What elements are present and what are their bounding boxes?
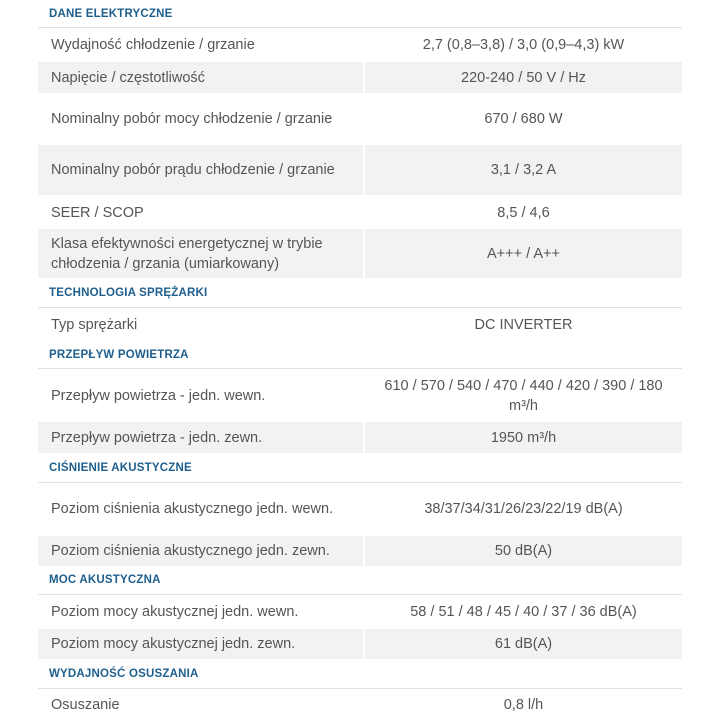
row-value: 58 / 51 / 48 / 45 / 40 / 37 / 36 dB(A): [410, 604, 637, 620]
table-row: [38, 369, 682, 422]
row-value: 610 / 570 / 540 / 470 / 440 / 420 / 390 / 180 m³/h: [384, 377, 663, 414]
row-value: 1950 m³/h: [365, 422, 682, 453]
row-label: Przepływ powietrza - jedn. wewn.: [51, 387, 266, 404]
table-row: [38, 483, 682, 535]
section-title: MOC AKUSTYCZNA: [38, 566, 682, 595]
table-row: [38, 629, 682, 659]
row-value: 3,1 / 3,2 A: [365, 145, 682, 195]
section-title: DANE ELEKTRYCZNE: [38, 0, 682, 28]
row-value: 670 / 680 W: [484, 110, 563, 127]
section-title: WYDAJNOŚĆ OSUSZANIA: [38, 659, 682, 689]
row-label: Wydajność chłodzenie / grzanie: [51, 37, 255, 53]
table-row: [38, 689, 682, 720]
row-label: Nominalny pobór prądu chłodzenie / grzanie: [38, 145, 363, 195]
table-row: [38, 62, 682, 93]
row-label: Klasa efektywności energetycznej w trybie chłodzenia / grzania (umiarkowany): [38, 229, 363, 278]
section-title: PRZEPŁYW POWIETRZA: [38, 342, 682, 369]
row-label: Typ sprężarki: [51, 317, 138, 333]
table-row: [38, 229, 682, 278]
row-value: 50 dB(A): [365, 536, 682, 566]
row-value: 220-240 / 50 V / Hz: [365, 62, 682, 93]
row-label: Napięcie / częstotliwość: [38, 62, 363, 93]
table-row: [38, 28, 682, 62]
section-title: TECHNOLOGIA SPRĘŻARKI: [38, 278, 682, 308]
table-row: [38, 536, 682, 566]
row-label: Osuszanie: [51, 696, 120, 713]
row-label: Poziom mocy akustycznej jedn. wewn.: [51, 604, 299, 620]
row-value: 38/37/34/31/26/23/22/19 dB(A): [424, 501, 623, 517]
row-label: SEER / SCOP: [51, 204, 144, 221]
row-label: Poziom mocy akustycznej jedn. zewn.: [38, 629, 363, 659]
row-value: 2,7 (0,8–3,8) / 3,0 (0,9–4,3) kW: [422, 37, 625, 53]
table-row: [38, 308, 682, 342]
row-value: DC INVERTER: [474, 317, 573, 333]
row-value: A+++ / A++: [365, 229, 682, 278]
row-label: Poziom ciśnienia akustycznego jedn. wewn.: [51, 501, 334, 517]
row-label: Nominalny pobór mocy chłodzenie / grzanie: [51, 110, 333, 127]
row-label: Przepływ powietrza - jedn. zewn.: [38, 422, 363, 453]
section-title: CIŚNIENIE AKUSTYCZNE: [38, 453, 682, 483]
row-value: 61 dB(A): [365, 629, 682, 659]
table-row: [38, 196, 682, 229]
table-row: [38, 93, 682, 144]
table-row: [38, 595, 682, 629]
row-value: 8,5 / 4,6: [497, 204, 550, 221]
table-row: [38, 145, 682, 195]
row-value: 0,8 l/h: [503, 696, 544, 713]
table-row: [38, 422, 682, 453]
row-label: Poziom ciśnienia akustycznego jedn. zewn.: [38, 536, 363, 566]
